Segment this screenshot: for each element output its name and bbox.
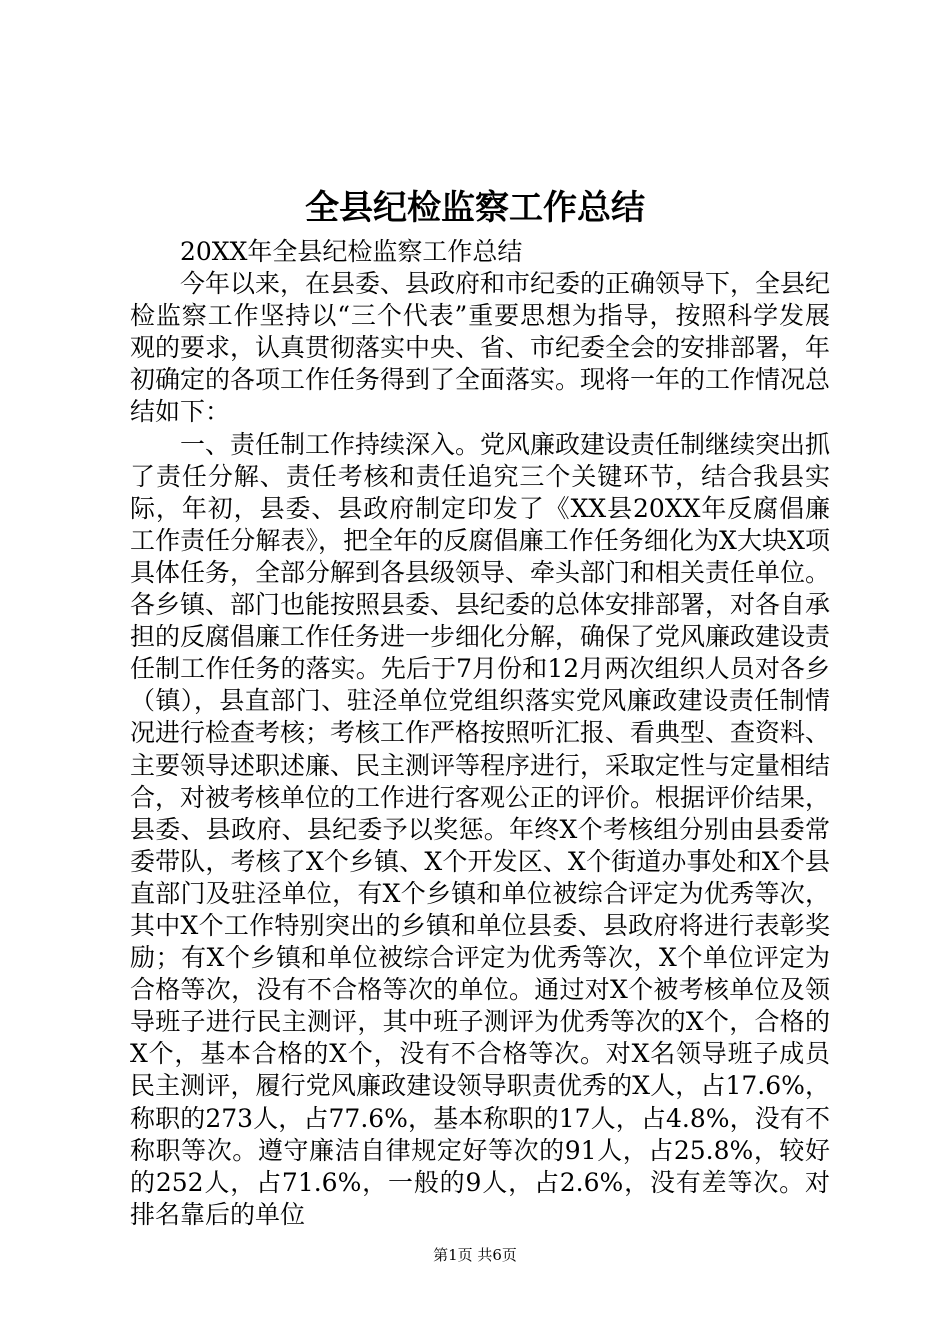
document-body	[130, 236, 830, 1231]
document-subtitle: 20XX年全县纪检监察工作总结	[180, 237, 523, 266]
paragraph-section-one: 一、责任制工作持续深入。党风廉政建设责任制继续突出抓了责任分解、责任考核和责任追究三个关键环节，结合我县实际，年初，县委、县政府制定印发了《XX县20XX年反腐倡廉工作责任分解表》，把全年的反腐倡廉工作任务细化为X大块X项具体任务，全部分解到各县级领导、牵头部门和相关责任单位。各乡镇、部门也能按照县委、县纪委的总体安排部署，对各自承担的反腐倡廉工作任务进一步细化分解，确保了党风廉政建设责任制工作任务的落实。先后于7月份和12月两次组织人员对各乡（镇），县直部门、驻泾单位党组织落实党风廉政建设责任制情况进行检查考核；考核工作严格按照听汇报、看典型、查资料、主要领导述职述廉、民主测评等程序进行，采取定性与定量相结合，对被考核单位的工作进行客观公正的评价。根据评价结果，县委、县政府、县纪委予以奖惩。年终X个考核组分别由县委常委带队，考核了X个乡镇、X个开发区、X个街道办事处和X个县直部门及驻泾单位，有X个乡镇和单位被综合评定为优秀等次，其中X个工作特别突出的乡镇和单位县委、县政府将进行表彰奖励；有X个乡镇和单位被综合评定为优秀等次，X个单位评定为合格等次，没有不合格等次的单位。通过对X个被考核单位及领导班子进行民主测评，其中班子测评为优秀等次的X个，合格的X个，基本合格的X个，没有不合格等次。对X名领导班子成员民主测评，履行党风廉政建设领导职责优秀的X人，占17.6%，称职的273人，占77.6%，基本称职的17人，占4.8%，没有不称职等次。遵守廉洁自律规定好等次的91人，占25.8%，较好的252人，占71.6%，一般的9人，占2.6%，没有差等次。对排名靠后的单位	[130, 429, 831, 1229]
page-number-footer: 第1页 共6页	[433, 1246, 517, 1264]
document-title: 全县纪检监察工作总结	[305, 188, 645, 228]
paragraph-intro: 今年以来，在县委、县政府和市纪委的正确领导下，全县纪检监察工作坚持以“三个代表”重要思想为指导，按照科学发展观的要求，认真贯彻落实中央、省、市纪委全会的安排部署，年初确定的各项工作任务得到了全面落实。现将一年的工作情况总结如下：	[130, 269, 831, 427]
